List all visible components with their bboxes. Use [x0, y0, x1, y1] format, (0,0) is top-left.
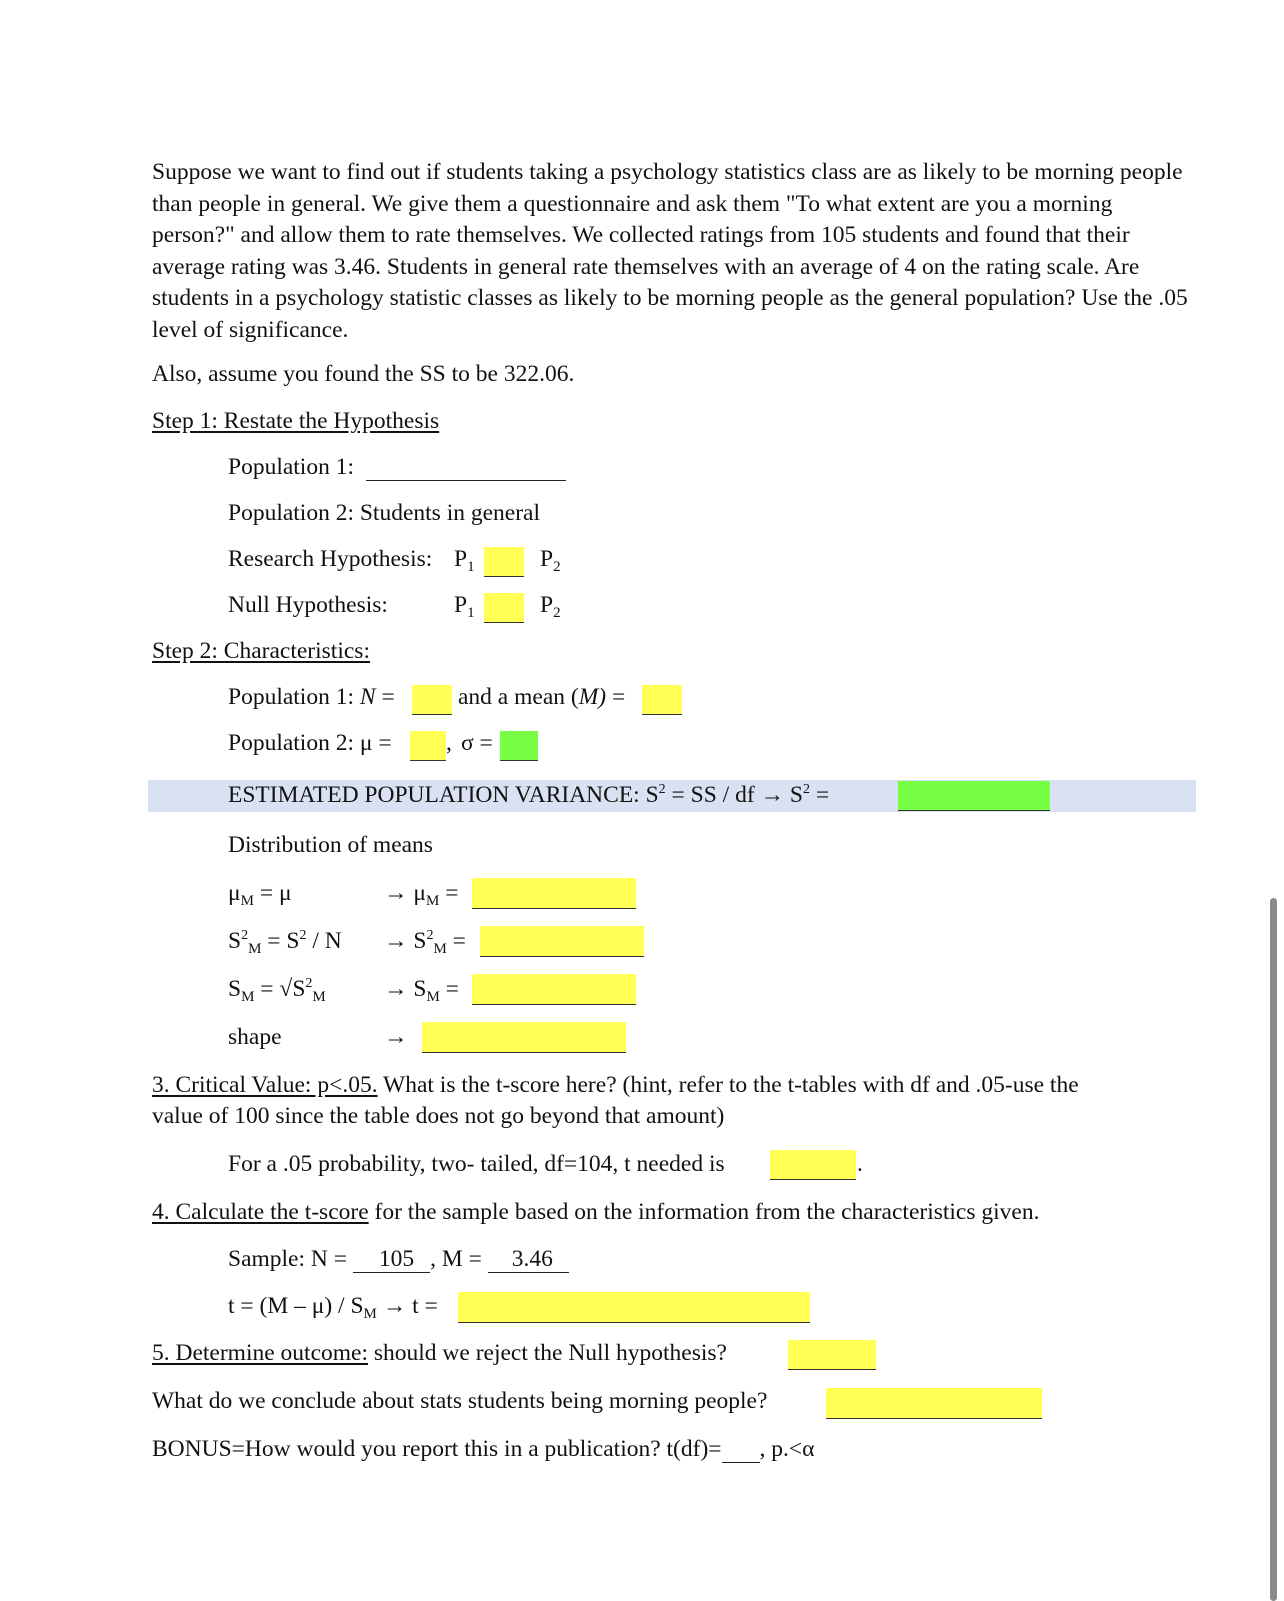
step2-heading: Step 2: Characteristics: [152, 638, 370, 664]
shape-arrow: → [384, 1024, 408, 1050]
step1-heading: Step 1: Restate the Hypothesis [152, 408, 440, 434]
sm-arrow: → $S_M$ = [384, 976, 459, 1005]
null-p1: $P_1$ [454, 592, 475, 621]
conclusion-answer[interactable] [826, 1388, 1042, 1419]
intro-paragraph: Suppose we want to find out if students taking a psychology statistics class are as likely to be morning people than people in general. We give them a questionnaire and ask them "To what extent are you a morning person?" and allow them to rate themselves. We collected ratings from 105 students and found that their average rating was 3.46. Students in general rate themselves with an average of 4 on the rating scale. Are students in a psychology statistic classes as likely to be morning people as the general population? Use the .05 level of significance. [152, 159, 1188, 343]
research-hypothesis-label: Research Hypothesis: [228, 546, 433, 572]
research-hypothesis-answer[interactable] [484, 547, 524, 577]
shape-answer[interactable] [422, 1022, 626, 1053]
critical-value-prompt: For a .05 probability, two- tailed, df=104, t needed is [228, 1151, 725, 1177]
t-formula: $t = (M - \mu) / S_M \to t$ = [228, 1293, 438, 1322]
mu-m-arrow: → $\mu_M$ = [384, 880, 459, 909]
s2m-arrow: → $S^2_M$ = [384, 928, 466, 957]
mu-m-formula: $\mu_M = \mu$ [228, 880, 292, 909]
step3-heading: 3. Critical Value: p<.05. [152, 1072, 378, 1098]
sm-formula: $S_M = √S^2_M$ [228, 976, 326, 1005]
critical-value-answer[interactable] [770, 1150, 856, 1180]
vertical-scrollbar[interactable] [1270, 898, 1277, 1601]
conclusion-prompt: What do we conclude about stats students being morning people? [152, 1388, 768, 1414]
s2m-answer[interactable] [480, 926, 644, 957]
pop1-mean-label: and a mean (M) = [458, 684, 626, 710]
s2m-formula: $S^2_M = S^2 / N$ [228, 928, 342, 957]
step5-line: 5. Determine outcome: should we reject the Null hypothesis? [152, 1340, 727, 1366]
ss-note: Also, assume you found the SS to be 322.06. [152, 361, 575, 387]
step4-heading: 4. Calculate the t-score [152, 1199, 369, 1225]
pop1-characteristics: Population 1: N = [228, 684, 395, 710]
bonus-df-blank[interactable] [722, 1438, 760, 1463]
population1-row [228, 456, 566, 481]
research-p2: $P_2$ [540, 546, 561, 575]
sample-n-value: 105 [353, 1248, 430, 1273]
pop2-sigma-answer[interactable] [500, 731, 538, 761]
null-p2: $P_2$ [540, 592, 561, 621]
null-hypothesis-answer[interactable] [484, 593, 524, 623]
population2-text: Population 2: Students in general [228, 500, 540, 526]
pop1-mean-answer[interactable] [642, 685, 682, 715]
sample-m-value: 3.46 [488, 1248, 569, 1273]
distribution-heading: Distribution of means [228, 832, 433, 858]
mu-m-answer[interactable] [472, 878, 636, 909]
population1-blank[interactable] [366, 456, 566, 481]
pop2-sigma-label: σ = [461, 730, 493, 756]
sm-answer[interactable] [472, 974, 636, 1005]
population1-label: Population 1: [228, 454, 354, 480]
pop2-comma: , [446, 730, 452, 756]
bonus-line: BONUS=How would you report this in a publication? t(df)= , p.<α [152, 1436, 815, 1462]
estimated-variance-text: ESTIMATED POPULATION VARIANCE: $S^2$ = SS / df → $S^2$ = [228, 782, 830, 808]
step3-line2: value of 100 since the table does not go beyond that amount) [152, 1103, 725, 1129]
reject-null-answer[interactable] [788, 1340, 876, 1370]
null-hypothesis-label: Null Hypothesis: [228, 592, 388, 618]
step5-heading: 5. Determine outcome: [152, 1340, 368, 1366]
estimated-variance-answer[interactable] [898, 781, 1050, 811]
shape-label: shape [228, 1024, 282, 1050]
t-score-answer[interactable] [458, 1292, 810, 1323]
research-p1: $P_1$ [454, 546, 475, 575]
critical-value-period: . [857, 1151, 863, 1177]
sample-line: Sample: N = 105 , M = 3.46 [228, 1248, 569, 1273]
step4-line: 4. Calculate the t-score for the sample based on the information from the characteristics given. [152, 1199, 1040, 1225]
step3-line1: 3. Critical Value: p<.05. What is the t-score here? (hint, refer to the t-tables with df and .05-use the [152, 1072, 1079, 1098]
pop2-mu-label: Population 2: μ = [228, 730, 392, 756]
pop2-mu-answer[interactable] [410, 731, 446, 761]
pop1-n-answer[interactable] [412, 685, 452, 715]
